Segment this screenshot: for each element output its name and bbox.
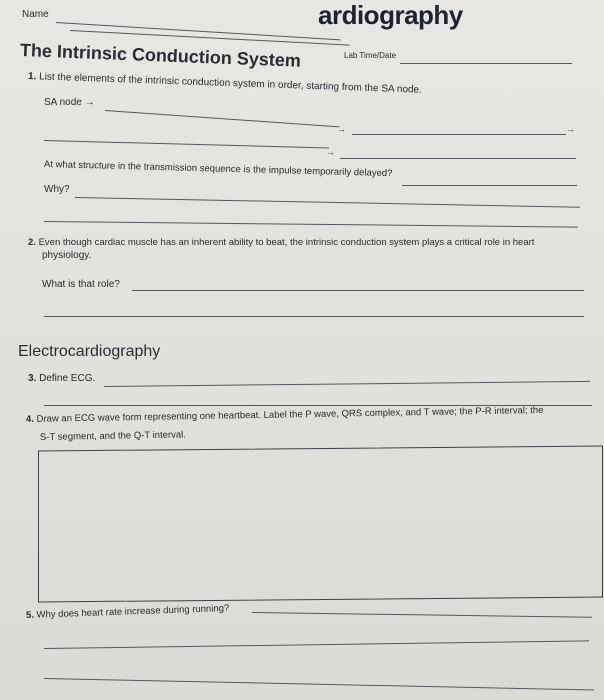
question-2-number: 2. [28, 237, 36, 248]
sequence-arrow-3: → [326, 147, 335, 157]
question-2-continuation: physiology. [42, 250, 92, 261]
lab-time-line [400, 63, 572, 64]
why-answer-line-2 [44, 221, 578, 228]
sequence-arrow-1: → [337, 124, 346, 134]
delay-answer-line [402, 185, 577, 186]
why-label: Why? [44, 184, 70, 195]
sa-node-label: SA node → [44, 97, 95, 108]
name-label: Name [22, 9, 49, 20]
question-2 [28, 237, 534, 248]
question-1 [28, 71, 422, 96]
question-1-number: 1. [27, 71, 37, 83]
question-4 [26, 405, 544, 425]
page-header-title: ardiography [318, 0, 463, 30]
delay-question: At what structure in the transmission sequence is the impulse temporarily delayed? [43, 159, 393, 180]
role-answer-line [132, 290, 584, 291]
define-ecg-line [104, 381, 590, 387]
section-title-electrocardiography: Electrocardiography [18, 343, 161, 360]
heart-rate-answer-line [252, 612, 592, 618]
question-5 [26, 603, 230, 621]
question-2-text: Even though cardiac muscle has an inherent ability to beat, the intrinsic conduction system plays a critical role in heart [38, 237, 535, 248]
heart-rate-answer-line-2 [44, 640, 589, 649]
what-role-label: What is that role? [42, 279, 120, 290]
question-4-number: 4. [25, 413, 35, 425]
role-answer-line-2 [44, 316, 584, 317]
answer-line-1d [340, 158, 576, 159]
why-answer-line [75, 197, 580, 208]
question-4-text: Draw an ECG wave form representing one heartbeat. Label the P wave, QRS complex, and T wave; the P-R interval; the [36, 404, 544, 425]
answer-line-1b [352, 134, 566, 135]
ecg-drawing-box[interactable] [38, 446, 603, 603]
question-3-text: Define ECG. [39, 373, 96, 384]
answer-line-1c [44, 140, 329, 148]
question-3-number: 3. [28, 373, 37, 384]
answer-line-1a [105, 110, 339, 127]
section-title-intrinsic-conduction: The Intrinsic Conduction System [19, 40, 302, 71]
lab-time-label: Lab Time/Date [344, 51, 397, 60]
question-5-text: Why does heart rate increase during running? [36, 602, 230, 621]
question-4-continuation: S-T segment, and the Q-T interval. [39, 429, 186, 443]
heart-rate-answer-line-3 [44, 678, 594, 691]
question-1-text: List the elements of the intrinsic conduction system in order, starting from the SA node. [38, 71, 423, 96]
question-5-number: 5. [25, 609, 35, 621]
sequence-arrow-2: → [566, 124, 575, 134]
question-3 [28, 373, 95, 384]
